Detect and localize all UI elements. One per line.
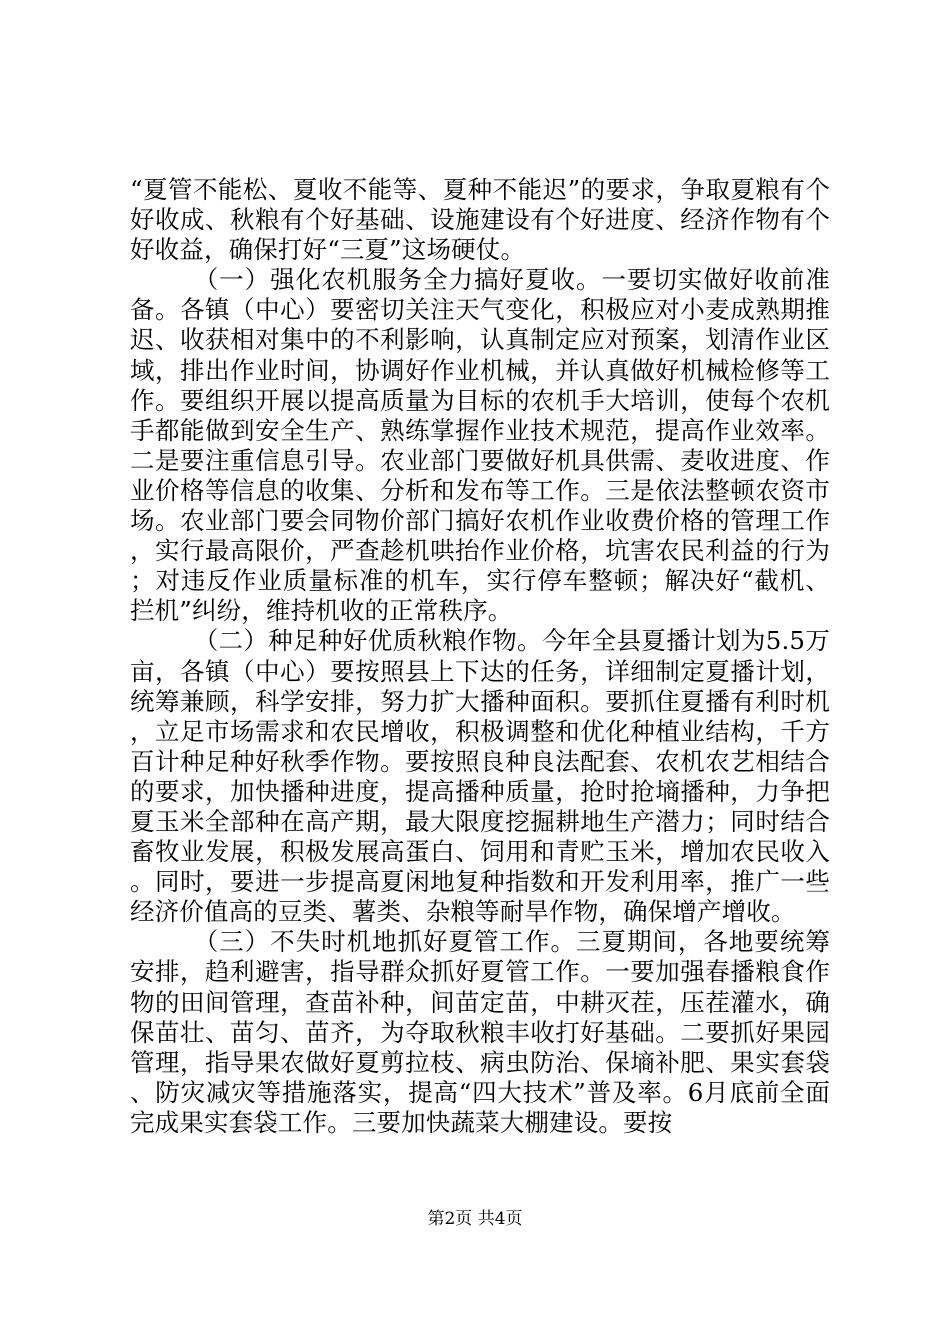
paragraph-section-1: （一）强化农机服务全力搞好夏收。一要切实做好收前准备。各镇（中心）要密切关注天气变化，积极应对小麦成熟期推迟、收获相对集中的不利影响，认真制定应对预案，划清作业区域，排出作业时间，协调好作业机械，并认真做好机械检修等工作。要组织开展以提高质量为目标的农机手大培训，使每个农机手都能做到安全生产、熟练掌握作业技术规范，提高作业效率。二是要注重信息引导。农业部门要做好机具供需、麦收进度、作业价格等信息的收集、分析和发布等工作。三是依法整顿农资市场。农业部门要会同物价部门搞好农机作业收费价格的管理工作，实行最高限价，严查趁机哄抬作业价格，坑害农民利益的行为；对违反作业质量标准的机车，实行停车整顿；解决好“截机、拦机”纠纷，维持机收的正常秩序。 (130, 265, 830, 626)
paragraph-section-3: （三）不失时机地抓好夏管工作。三夏期间，各地要统筹安排，趋利避害，指导群众抓好夏管工作。一要加强春播粮食作物的田间管理，查苗补种，间苗定苗，中耕灭茬，压茬灌水，确保苗壮、苗匀、苗齐，为夺取秋粮丰收打好基础。二要抓好果园管理，指导果农做好夏剪拉枝、病虫防治、保墒补肥、果实套袋、防灾减灾等措施落实，提高“四大技术”普及率。6月底前全面完成果实套袋工作。三要加快蔬菜大棚建设。要按 (130, 927, 830, 1137)
page-number-label: 第2页 共4页 (427, 1209, 523, 1229)
page-footer (0, 1209, 950, 1229)
paragraph-section-2: （二）种足种好优质秋粮作物。今年全县夏播计划为5.5万亩，各镇（中心）要按照县上下达的任务，详细制定夏播计划，统筹兼顾，科学安排，努力扩大播种面积。要抓住夏播有利时机，立足市场需求和农民增收，积极调整和优化种植业结构，千方百计种足种好秋季作物。要按照良种良法配套、农机农艺相结合的要求，加快播种进度，提高播种质量，抢时抢墒播种，力争把夏玉米全部种在高产期，最大限度挖掘耕地生产潜力；同时结合畜牧业发展，积极发展高蛋白、饲用和青贮玉米，增加农民收入。同时，要进一步提高夏闲地复种指数和开发利用率，推广一些经济价值高的豆类、薯类、杂粮等耐旱作物，确保增产增收。 (130, 626, 830, 927)
document-body (130, 175, 830, 1138)
paragraph-continuation: “夏管不能松、夏收不能等、夏种不能迟”的要求，争取夏粮有个好收成、秋粮有个好基础、设施建设有个好进度、经济作物有个好收益，确保打好“三夏”这场硬仗。 (130, 175, 830, 265)
